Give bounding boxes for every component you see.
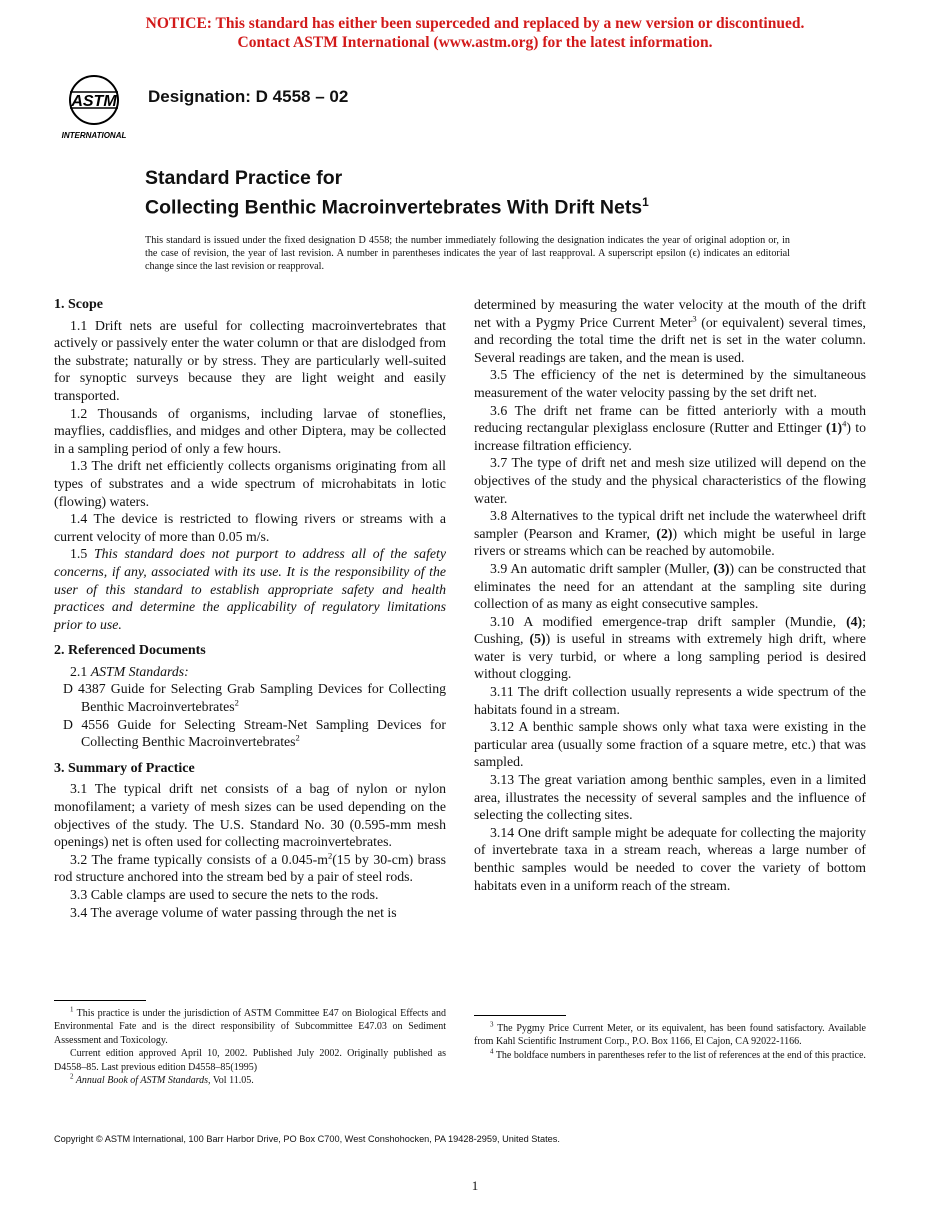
footnote-3-marker: 3 (490, 1020, 494, 1029)
paragraph-3-9-a: 3.9 An automatic drift sampler (Muller, (490, 560, 714, 576)
footnote-1 (54, 1007, 446, 1047)
footnote-divider-left (54, 1000, 146, 1001)
paragraph-3-10-a: 3.10 A modified emergence-trap drift sampler (Mundie, (490, 613, 847, 629)
paragraph-1-1: 1.1 Drift nets are useful for collecting macroinvertebrates that actively or passively enter the water column or that are dislodged from the substrate; naturally or by stress. They are particularly well-suited for synoptic surveys because they are light weight and easily transported. (54, 317, 446, 403)
paragraph-3-9-b: ) can be constructed that eliminates the need for an attendant at the sampling site during collection of as many as eight consecutive samples. (474, 560, 866, 612)
paragraph-3-6-b: ) to increase filtration efficiency. (474, 420, 866, 453)
title-line-2 (145, 190, 865, 220)
paragraph-1-5-num: 1.5 (70, 546, 88, 562)
reference-d4387-text: D 4387 Guide for Selecting Grab Sampling Devices for Collecting Benthic Macroinvertebrates (63, 681, 446, 715)
left-column (54, 296, 446, 921)
paragraph-2-1 (54, 663, 446, 681)
footnote-1-marker: 1 (70, 1005, 74, 1014)
astm-logo-text: ASTM (71, 93, 117, 110)
footnote-2 (54, 1074, 446, 1087)
paragraph-3-4-cont-a: determined by measuring the water velocity at the mouth of the drift net with a Pygmy Price Current Meter (474, 297, 866, 330)
notice-banner (0, 14, 950, 52)
paragraph-3-2-a: 3.2 The frame typically consists of a 0.045-m (70, 851, 328, 867)
paragraph-3-10 (474, 613, 866, 683)
footnote-4-text: The boldface numbers in parentheses refer to the list of references at the end of this practice. (493, 1049, 866, 1061)
section-heading-summary: 3. Summary of Practice (54, 760, 195, 776)
copyright-notice: Copyright © ASTM International, 100 Barr Harbor Drive, PO Box C700, West Conshohocken, PA 19428-2959, United States. (54, 1134, 560, 1144)
paragraph-3-4-continued (474, 296, 866, 366)
citation-1: (1) (826, 420, 843, 436)
paragraph-3-6 (474, 402, 866, 455)
paragraph-3-4-cont-b: (or equivalent) several times, and recording the total time the drift net is set in the water column. Several readings are taken, and the mean is used. (474, 314, 866, 365)
designation: Designation: D 4558 – 02 (148, 87, 349, 106)
paragraph-3-2-b: (15 by 30-cm) brass rod structure anchored into the stream bed by a pair of steel rods. (54, 851, 447, 885)
paragraph-3-6-a: 3.6 The drift net frame can be fitted anteriorly with a mouth reducing rectangular plexiglass enclosure (Rutter and Ettinger (474, 402, 866, 436)
issuance-statement: This standard is issued under the fixed designation D 4558; the number immediately following the designation indicates the year of original adoption or, in the case of revision, the year of last revision. A number in parentheses indicates the year of last reapproval. A superscript epsilon (ϵ) indicates an editorial change since the last revision or reapproval. (145, 235, 790, 273)
footnote-1-text: This practice is under the jurisdiction of ASTM Committee E47 on Biological Effects and Environmental Fate and is the direct responsibility of Subcommittee E47.03 on Sediment Assessment and Toxicology. (54, 1008, 446, 1046)
paragraph-3-3: 3.3 Cable clamps are used to secure the nets to the rods. (70, 887, 379, 902)
paragraph-3-5: 3.5 The efficiency of the net is determined by the simultaneous measurement of the water velocity passing by the set drift net. (474, 367, 866, 400)
paragraph-3-8-b: ) which might be useful in large rivers or streams which can be reached by automobile. (474, 525, 867, 559)
footnotes-right (474, 1022, 866, 1062)
paragraph-3-9 (474, 560, 866, 613)
paragraph-2-1-text: ASTM Standards: (90, 663, 189, 679)
paragraph-3-1: 3.1 The typical drift net consists of a bag of nylon or nylon monofilament; a variety of mesh sizes can be used depending on the objectives of the study. The U.S. Standard No. 30 (0.595-mm mesh openings) net is often used for collecting macroinvertebrates. (54, 781, 446, 850)
document-title (145, 166, 865, 220)
footnote-1-edition: Current edition approved April 10, 2002. Published July 2002. Originally published as D4558–85. Last previous edition D4558–85(1995) (54, 1048, 446, 1073)
paragraph-3-8 (474, 507, 866, 560)
citation-2: (2) (656, 525, 673, 541)
paragraph-3-14: 3.14 One drift sample might be adequate for collecting the majority of invertebrate taxa in a stream reach, whereas a large number of benthic samples would be needed to cover the variety of bottom habitats even in a uniform reach of the stream. (474, 824, 866, 893)
paragraph-3-11: 3.11 The drift collection usually represents a wide spectrum of the habitats found in a stream. (474, 684, 866, 717)
notice-line-2: Contact ASTM International (www.astm.org) for the latest information. (237, 34, 713, 51)
paragraph-3-10-b: ; Cushing, (474, 613, 866, 647)
title-line-2-text: Collecting Benthic Macroinvertebrates With Drift Nets (145, 196, 643, 219)
footnote-4 (474, 1049, 866, 1062)
footnote-3-text: The Pygmy Price Current Meter, or its equivalent, has been found satisfactory. Available from Kahl Scientific Instrument Corp., P.O. Box 1166, El Cajon, CA 92022-1166. (474, 1023, 866, 1048)
citation-5: (5) (529, 631, 546, 647)
reference-d4387-footnote-ref: 2 (234, 697, 239, 708)
section-heading-scope: 1. Scope (54, 297, 103, 312)
reference-d4387 (54, 680, 446, 715)
paragraph-1-3: 1.3 The drift net efficiently collects organisms originating from all types of substrates and a wide spectrum of microhabitats in lotic (flowing) waters. (54, 458, 446, 509)
footnote-2-rest: Vol 11.05. (210, 1075, 254, 1087)
paragraph-3-4: 3.4 The average volume of water passing through the net is (70, 904, 397, 920)
title-line-1: Standard Practice for (145, 167, 343, 189)
section-heading-referenced-documents: 2. Referenced Documents (54, 643, 206, 659)
paragraph-3-13: 3.13 The great variation among benthic samples, even in a limited area, illustrates the necessity of several samples and the influence of selecting the collecting sites. (474, 772, 866, 823)
paragraph-3-12: 3.12 A benthic sample shows only what taxa were existing in the particular area (usually some fraction of a square metre, etc.) that was sampled. (474, 719, 866, 770)
reference-d4556-footnote-ref: 2 (295, 732, 300, 743)
reference-d4556-text: D 4556 Guide for Selecting Stream-Net Sampling Devices for Collecting Benthic Macroinvertebrates (63, 716, 446, 750)
footnote-4-marker: 4 (490, 1047, 494, 1056)
paragraph-1-4: 1.4 The device is restricted to flowing rivers or streams with a current velocity of more than 0.05 m/s. (54, 511, 446, 544)
paragraph-1-2: 1.2 Thousands of organisms, including larvae of stoneflies, mayflies, caddisflies, and midges and other Diptera, may be collected in a sampling period of only a few hours. (54, 405, 446, 456)
citation-3: (3) (713, 560, 730, 576)
paragraph-3-6-footnote-ref: 4 (842, 418, 847, 429)
astm-logo-subtext: INTERNATIONAL (61, 131, 127, 140)
footnotes-left (54, 1007, 446, 1087)
footnote-divider-right (474, 1015, 566, 1016)
paragraph-3-10-c: ) is useful in streams with extremely high drift, where water is very turbid, or where a long sampling period is desired without clogging. (474, 631, 866, 682)
notice-line-1: NOTICE: This standard has either been superceded and replaced by a new version or discontinued. (145, 15, 805, 32)
paragraph-3-4-footnote-ref: 3 (692, 313, 697, 323)
reference-d4556 (54, 716, 446, 751)
page-number: 1 (471, 1178, 479, 1193)
paragraph-3-7: 3.7 The type of drift net and mesh size utilized will depend on the objectives of the study and the physical characteristics of the flowing water. (474, 455, 866, 506)
citation-4: (4) (846, 613, 863, 629)
footnote-2-marker: 2 (70, 1072, 74, 1081)
astm-logo (56, 70, 136, 142)
right-column (474, 296, 866, 894)
paragraph-3-8-a: 3.8 Alternatives to the typical drift net include the waterwheel drift sampler (Pearson and Kramer, (474, 508, 866, 541)
paragraph-3-2 (54, 851, 446, 886)
paragraph-1-5-text: This standard does not purport to address all of the safety concerns, if any, associated with its use. It is the responsibility of the user of this standard to establish appropriate safety and health practices and determine the applicability of regulatory limitations prior to use. (54, 546, 446, 632)
paragraph-1-5 (54, 545, 446, 633)
title-footnote-ref: 1 (642, 195, 649, 209)
paragraph-2-1-num: 2.1 (70, 663, 88, 679)
paragraph-3-2-superscript: 2 (327, 850, 333, 861)
footnote-2-title: Annual Book of ASTM Standards, (73, 1075, 211, 1087)
footnote-3 (474, 1022, 866, 1049)
